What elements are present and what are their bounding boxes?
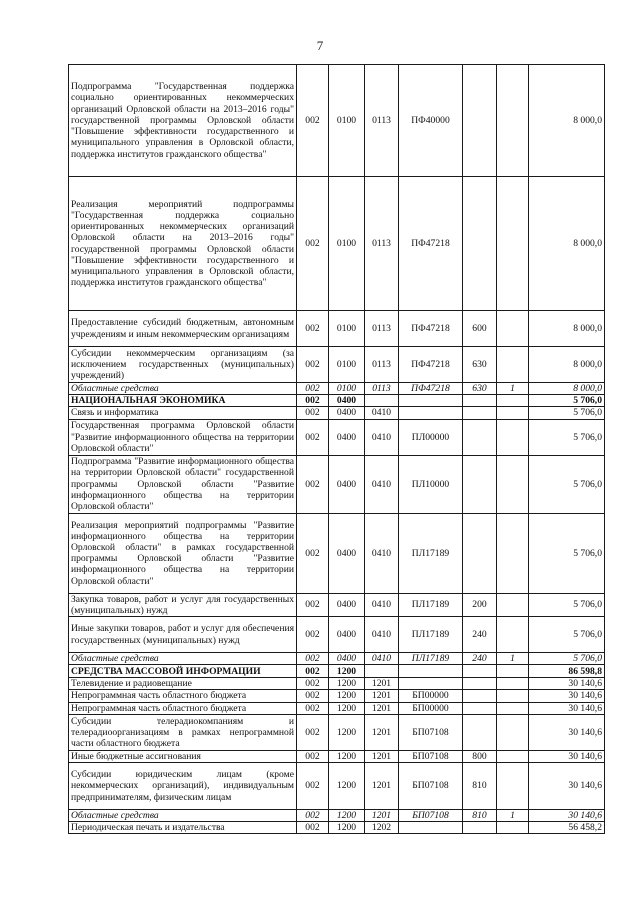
cell-amount: 30 140,6 xyxy=(529,690,605,702)
budget-table xyxy=(68,64,605,834)
cell-section: 1200 xyxy=(329,822,365,834)
cell-name: Областные средства xyxy=(69,383,297,395)
cell-name: Периодическая печать и издательства xyxy=(69,822,297,834)
cell-name: Подпрограмма "Развитие информационного общества на территории Орловской области" государственной программы Орловской области "Развитие информационного общества на территории Орловской области" xyxy=(69,455,297,513)
cell-amount: 5 706,0 xyxy=(529,653,605,665)
cell-ved: 002 xyxy=(297,678,329,690)
cell-subsection: 0410 xyxy=(365,617,399,653)
cell-name: Субсидии некоммерческим организациям (за исключением государственных (муниципальных) учреждений) xyxy=(69,347,297,383)
cell-ved: 002 xyxy=(297,763,329,810)
cell-subsection xyxy=(365,665,399,678)
cell-funding-source xyxy=(497,513,529,593)
cell-name: НАЦИОНАЛЬНАЯ ЭКОНОМИКА xyxy=(69,395,297,407)
cell-funding-source xyxy=(497,419,529,455)
cell-funding-source xyxy=(497,763,529,810)
cell-funding-source xyxy=(497,455,529,513)
cell-ved: 002 xyxy=(297,407,329,419)
cell-section: 1200 xyxy=(329,810,365,822)
cell-expense-type: 200 xyxy=(463,593,497,616)
cell-funding-source xyxy=(497,617,529,653)
table-row xyxy=(69,810,605,822)
cell-section: 0100 xyxy=(329,177,365,311)
cell-amount: 5 706,0 xyxy=(529,593,605,616)
cell-ved: 002 xyxy=(297,714,329,750)
cell-target-article: ПФ40000 xyxy=(399,65,463,177)
table-row xyxy=(69,750,605,762)
cell-ved: 002 xyxy=(297,750,329,762)
cell-ved: 002 xyxy=(297,593,329,616)
cell-ved: 002 xyxy=(297,347,329,383)
cell-subsection: 1201 xyxy=(365,702,399,714)
cell-ved: 002 xyxy=(297,822,329,834)
cell-ved: 002 xyxy=(297,65,329,177)
cell-name: Предоставление субсидий бюджетным, автономным учреждениям и иным некоммерческим организациям xyxy=(69,311,297,347)
cell-subsection: 0113 xyxy=(365,383,399,395)
cell-section: 1200 xyxy=(329,714,365,750)
cell-amount: 5 706,0 xyxy=(529,455,605,513)
cell-section: 0100 xyxy=(329,347,365,383)
cell-target-article: БП00000 xyxy=(399,690,463,702)
cell-expense-type: 240 xyxy=(463,617,497,653)
cell-section: 0400 xyxy=(329,617,365,653)
cell-expense-type: 600 xyxy=(463,311,497,347)
cell-expense-type xyxy=(463,822,497,834)
cell-funding-source xyxy=(497,678,529,690)
cell-funding-source xyxy=(497,690,529,702)
cell-section: 0400 xyxy=(329,653,365,665)
cell-section: 1200 xyxy=(329,750,365,762)
cell-name: СРЕДСТВА МАССОВОЙ ИНФОРМАЦИИ xyxy=(69,665,297,678)
cell-funding-source xyxy=(497,407,529,419)
cell-expense-type xyxy=(463,513,497,593)
cell-expense-type: 800 xyxy=(463,750,497,762)
cell-section: 0400 xyxy=(329,407,365,419)
cell-amount: 8 000,0 xyxy=(529,311,605,347)
cell-name: Областные средства xyxy=(69,653,297,665)
cell-funding-source xyxy=(497,665,529,678)
table-row xyxy=(69,593,605,616)
table-row xyxy=(69,690,605,702)
cell-name: Реализация мероприятий подпрограммы "Развитие информационного общества на территории Орловской области" в рамках государственной программы Орловской области "Развитие информационного общества на территории Орловской области" xyxy=(69,513,297,593)
cell-expense-type xyxy=(463,702,497,714)
cell-section: 1200 xyxy=(329,763,365,810)
cell-target-article: ПЛ17189 xyxy=(399,617,463,653)
cell-expense-type: 810 xyxy=(463,810,497,822)
table-row xyxy=(69,653,605,665)
cell-funding-source: 1 xyxy=(497,810,529,822)
cell-subsection: 0410 xyxy=(365,455,399,513)
cell-section: 0400 xyxy=(329,395,365,407)
table-row xyxy=(69,177,605,311)
cell-ved: 002 xyxy=(297,690,329,702)
cell-funding-source xyxy=(497,347,529,383)
cell-target-article: ПЛ17189 xyxy=(399,593,463,616)
table-row xyxy=(69,678,605,690)
cell-name: Телевидение и радиовещание xyxy=(69,678,297,690)
cell-subsection: 0410 xyxy=(365,419,399,455)
cell-funding-source: 1 xyxy=(497,653,529,665)
cell-target-article: БП07108 xyxy=(399,763,463,810)
cell-funding-source xyxy=(497,750,529,762)
cell-funding-source xyxy=(497,714,529,750)
cell-subsection: 0410 xyxy=(365,513,399,593)
cell-amount: 30 140,6 xyxy=(529,678,605,690)
page-number: 7 xyxy=(316,38,324,53)
cell-expense-type xyxy=(463,714,497,750)
cell-funding-source xyxy=(497,593,529,616)
cell-name: Государственная программа Орловской области "Развитие информационного общества на территории Орловской области" xyxy=(69,419,297,455)
cell-amount: 5 706,0 xyxy=(529,617,605,653)
table-row xyxy=(69,383,605,395)
cell-subsection: 0113 xyxy=(365,177,399,311)
cell-ved: 002 xyxy=(297,455,329,513)
cell-subsection: 1202 xyxy=(365,822,399,834)
cell-ved: 002 xyxy=(297,617,329,653)
table-row xyxy=(69,702,605,714)
cell-amount: 8 000,0 xyxy=(529,347,605,383)
cell-funding-source xyxy=(497,177,529,311)
cell-subsection: 0113 xyxy=(365,311,399,347)
cell-funding-source xyxy=(497,822,529,834)
cell-expense-type xyxy=(463,177,497,311)
cell-expense-type: 810 xyxy=(463,763,497,810)
table-row xyxy=(69,347,605,383)
cell-expense-type: 630 xyxy=(463,383,497,395)
cell-expense-type xyxy=(463,395,497,407)
table-body xyxy=(69,65,605,834)
cell-subsection: 1201 xyxy=(365,690,399,702)
cell-name: Субсидии юридическим лицам (кроме некоммерческих организаций), индивидуальным предпринимателям, физическим лицам xyxy=(69,763,297,810)
cell-ved: 002 xyxy=(297,395,329,407)
cell-expense-type xyxy=(463,65,497,177)
cell-section: 1200 xyxy=(329,678,365,690)
cell-section: 0100 xyxy=(329,311,365,347)
cell-ved: 002 xyxy=(297,177,329,311)
cell-amount: 56 458,2 xyxy=(529,822,605,834)
cell-name: Реализация мероприятий подпрограммы "Государственная поддержка социально ориентированных некоммерческих организаций Орловской области на 2013–2016 годы" государственной программы Орловской области "Повышение эффективности государственного и муниципального управления в Орловской области, поддержка институтов гражданского общества" xyxy=(69,177,297,311)
cell-section: 0400 xyxy=(329,419,365,455)
cell-ved: 002 xyxy=(297,702,329,714)
cell-target-article xyxy=(399,395,463,407)
cell-target-article xyxy=(399,665,463,678)
cell-name: Областные средства xyxy=(69,810,297,822)
cell-section: 0400 xyxy=(329,593,365,616)
cell-amount: 5 706,0 xyxy=(529,395,605,407)
cell-subsection: 0113 xyxy=(365,347,399,383)
cell-target-article: ПФ47218 xyxy=(399,383,463,395)
cell-subsection: 0113 xyxy=(365,65,399,177)
table-row xyxy=(69,665,605,678)
cell-section: 0400 xyxy=(329,513,365,593)
cell-target-article: ПФ47218 xyxy=(399,347,463,383)
cell-subsection: 1201 xyxy=(365,810,399,822)
cell-name: Непрограммная часть областного бюджета xyxy=(69,702,297,714)
cell-funding-source xyxy=(497,65,529,177)
cell-name: Закупка товаров, работ и услуг для государственных (муниципальных) нужд xyxy=(69,593,297,616)
cell-ved: 002 xyxy=(297,383,329,395)
cell-amount: 8 000,0 xyxy=(529,383,605,395)
table-row xyxy=(69,455,605,513)
cell-target-article: БП07108 xyxy=(399,750,463,762)
cell-target-article: ПЛ17189 xyxy=(399,653,463,665)
cell-expense-type xyxy=(463,678,497,690)
cell-subsection: 1201 xyxy=(365,678,399,690)
cell-expense-type xyxy=(463,690,497,702)
cell-subsection: 0410 xyxy=(365,407,399,419)
cell-expense-type: 240 xyxy=(463,653,497,665)
cell-name: Связь и информатика xyxy=(69,407,297,419)
cell-target-article: ПФ47218 xyxy=(399,311,463,347)
cell-section: 1200 xyxy=(329,665,365,678)
cell-ved: 002 xyxy=(297,311,329,347)
cell-ved: 002 xyxy=(297,653,329,665)
cell-subsection: 1201 xyxy=(365,714,399,750)
cell-amount: 30 140,6 xyxy=(529,810,605,822)
cell-amount: 30 140,6 xyxy=(529,702,605,714)
cell-section: 0100 xyxy=(329,65,365,177)
cell-name: Субсидии телерадиокомпаниям и телерадиоорганизациям в рамках непрограммной части областного бюджета xyxy=(69,714,297,750)
cell-subsection: 1201 xyxy=(365,750,399,762)
table-row xyxy=(69,395,605,407)
cell-ved: 002 xyxy=(297,513,329,593)
cell-target-article: ПФ47218 xyxy=(399,177,463,311)
cell-target-article: ПЛ17189 xyxy=(399,513,463,593)
cell-subsection xyxy=(365,395,399,407)
table-row xyxy=(69,419,605,455)
cell-funding-source xyxy=(497,311,529,347)
table-row xyxy=(69,65,605,177)
cell-target-article: БП07108 xyxy=(399,714,463,750)
cell-expense-type xyxy=(463,665,497,678)
cell-expense-type xyxy=(463,407,497,419)
cell-expense-type: 630 xyxy=(463,347,497,383)
cell-amount: 5 706,0 xyxy=(529,419,605,455)
table-row xyxy=(69,763,605,810)
cell-ved: 002 xyxy=(297,419,329,455)
cell-target-article: БП07108 xyxy=(399,810,463,822)
cell-ved: 002 xyxy=(297,810,329,822)
cell-name: Иные закупки товаров, работ и услуг для обеспечения государственных (муниципальных) нужд xyxy=(69,617,297,653)
cell-subsection: 0410 xyxy=(365,593,399,616)
cell-funding-source xyxy=(497,395,529,407)
cell-expense-type xyxy=(463,455,497,513)
cell-target-article xyxy=(399,822,463,834)
cell-name: Непрограммная часть областного бюджета xyxy=(69,690,297,702)
cell-amount: 30 140,6 xyxy=(529,714,605,750)
cell-amount: 8 000,0 xyxy=(529,177,605,311)
table-row xyxy=(69,617,605,653)
cell-target-article: ПЛ10000 xyxy=(399,455,463,513)
cell-name: Иные бюджетные ассигнования xyxy=(69,750,297,762)
cell-expense-type xyxy=(463,419,497,455)
cell-section: 1200 xyxy=(329,702,365,714)
cell-name: Подпрограмма "Государственная поддержка социально ориентированных некоммерческих организаций Орловской области на 2013–2016 годы" государственной программы Орловской области "Повышение эффективности государственного и муниципального управления в Орловской области, поддержка институтов гражданского общества" xyxy=(69,65,297,177)
table-row xyxy=(69,714,605,750)
cell-amount: 86 598,8 xyxy=(529,665,605,678)
cell-section: 0100 xyxy=(329,383,365,395)
cell-section: 0400 xyxy=(329,455,365,513)
cell-section: 1200 xyxy=(329,690,365,702)
table-row xyxy=(69,311,605,347)
cell-funding-source xyxy=(497,702,529,714)
cell-ved: 002 xyxy=(297,665,329,678)
cell-amount: 8 000,0 xyxy=(529,65,605,177)
cell-target-article xyxy=(399,407,463,419)
cell-amount: 5 706,0 xyxy=(529,407,605,419)
cell-target-article: ПЛ00000 xyxy=(399,419,463,455)
table-row xyxy=(69,513,605,593)
cell-subsection: 1201 xyxy=(365,763,399,810)
cell-amount: 5 706,0 xyxy=(529,513,605,593)
cell-target-article: БП00000 xyxy=(399,702,463,714)
cell-amount: 30 140,6 xyxy=(529,750,605,762)
cell-amount: 30 140,6 xyxy=(529,763,605,810)
cell-subsection: 0410 xyxy=(365,653,399,665)
table-row xyxy=(69,407,605,419)
cell-target-article xyxy=(399,678,463,690)
cell-funding-source: 1 xyxy=(497,383,529,395)
table-row xyxy=(69,822,605,834)
